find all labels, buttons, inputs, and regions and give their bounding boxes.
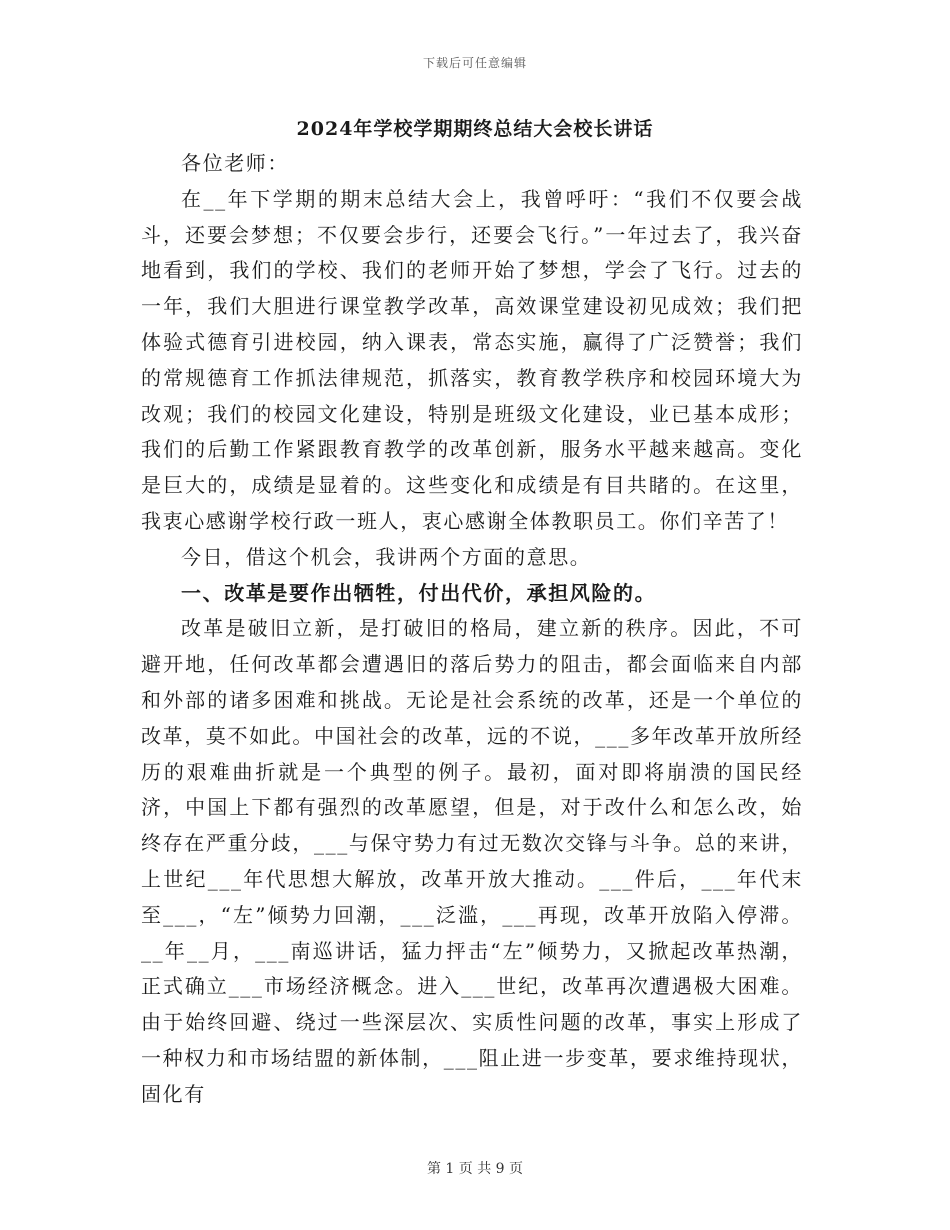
body-paragraph: 在__年下学期的期末总结大会上，我曾呼吁：“我们不仅要会战斗，还要会梦想；不仅要会步行，还要会飞行。”一年过去了，我兴奋地看到，我们的学校、我们的老师开始了梦想，学会了飞行。过去的一年，我们大胆进行课堂教学改革，高效课堂建设初见成效；我们把体验式德育引进校园，纳入课表，常态实施，赢得了广泛赞誉；我们的常规德育工作抓法律规范，抓落实，教育教学秩序和校园环境大为改观；我们的校园文化建设，特别是班级文化建设，业已基本成形；我们的后勤工作紧跟教育教学的改革创新，服务水平越来越高。变化是巨大的，成绩是显着的。这些变化和成绩是有目共睹的。在这里，我衷心感谢学校行政一班人，衷心感谢全体教职员工。你们辛苦了！ [141,186,803,533]
section-paragraph: 改革是破旧立新，是打破旧的格局，建立新的秩序。因此，不可避开地，任何改革都会遭遇旧的落后势力的阻击，都会面临来自内部和外部的诸多困难和挑战。无论是社会系统的改革，还是一个单位的改革，莫不如此。中国社会的改革，远的不说，___多年改革开放所经历的艰难曲折就是一个典型的例子。最初，面对即将崩溃的国民经济，中国上下都有强烈的改革愿望，但是，对于改什么和怎么改，始终存在严重分歧，___与保守势力有过无数次交锋与斗争。总的来讲，上世纪___年代思想大解放，改革开放大推动。___件后，___年代末至___，“左”倾势力回潮，___泛滥，___再现，改革开放陷入停滞。__年__月，___南巡讲话，猛力抨击“左”倾势力，又掀起改革热潮，正式确立___市场经济概念。进入___世纪，改革再次遭遇极大困难。由于始终回避、绕过一些深层次、实质性问题的改革，事实上形成了一种权力和市场结盟的新体制，___阻止进一步变革，要求维持现状，固化有 [141,616,803,1106]
section-heading: 一、改革是要作出牺牲，付出代价，承担风险的。 [181,580,657,605]
document-title: 2024年学校学期期终总结大会校长讲话 [296,118,654,140]
document-body [141,146,803,1113]
page-number: 第 1 页 共 9 页 [426,1161,524,1177]
salutation: 各位老师： [181,151,289,175]
page-header-note: 下载后可任意编辑 [422,56,527,70]
body-paragraph: 今日，借这个机会，我讲两个方面的意思。 [181,544,592,569]
